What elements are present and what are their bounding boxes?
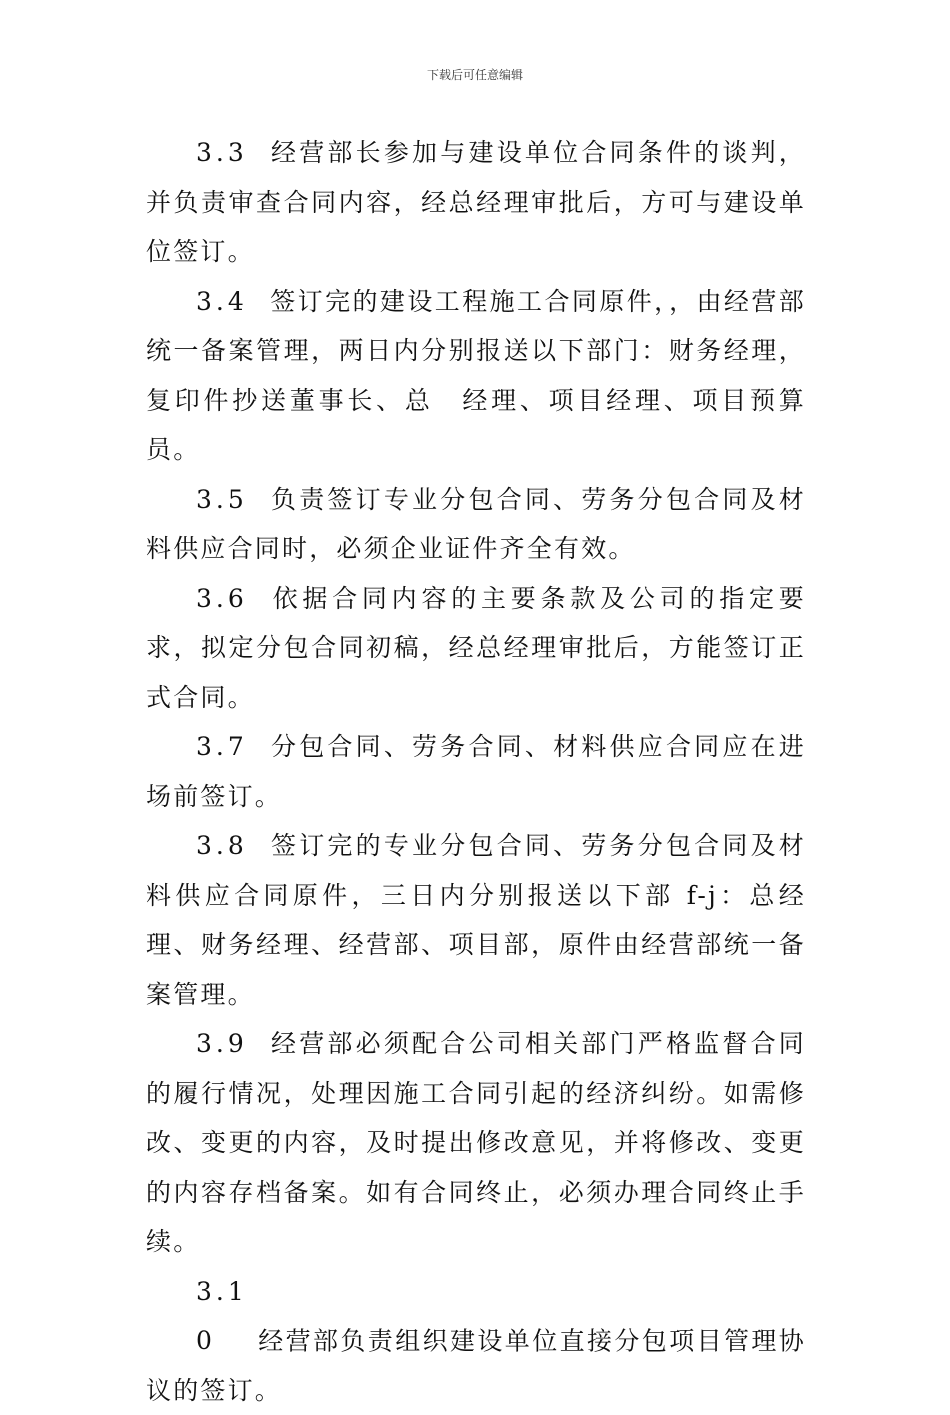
clause-text: 签订完的专业分包合同、劳务分包合同及材料供应合同原件，三日内分别报送以下部 f-j：总经理、财务经理、经营部、项目部，原件由经营部统一备案管理。 bbox=[146, 831, 806, 1009]
clause-number: 3.10 bbox=[196, 1267, 258, 1366]
clause-text: 经营部负责组织建设单位直接分包项目管理协议的签订。 bbox=[146, 1326, 806, 1405]
clause-text: 经营部必须配合公司相关部门严格监督合同的履行情况，处理因施工合同引起的经济纠纷。如需修改、变更的内容，及时提出修改意见，并将修改、变更的内容存档备案。如有合同终止，必须办理合同终止手续。 bbox=[146, 1029, 806, 1256]
clause-text: 经营部长参加与建设单位合同条件的谈判，并负责审查合同内容，经总经理审批后，方可与建设单位签订。 bbox=[146, 138, 806, 266]
clause-number: 3.4 bbox=[196, 277, 270, 327]
clause-number: 3.7 bbox=[196, 722, 270, 772]
clause-text: 依据合同内容的主要条款及公司的指定要求，拟定分包合同初稿，经总经理审批后，方能签订正式合同。 bbox=[146, 584, 806, 712]
clause-number: 3.8 bbox=[196, 821, 270, 871]
clause-text: 签订完的建设工程施工合同原件，，由经营部统一备案管理，两日内分别报送以下部门：财务经理，复印件抄送董事长、总 经理、项目经理、项目预算员。 bbox=[146, 287, 806, 465]
clause-text: 分包合同、劳务合同、材料供应合同应在进场前签订。 bbox=[146, 732, 806, 811]
clause-number: 3.3 bbox=[196, 128, 270, 178]
clause-3-7 bbox=[146, 722, 806, 821]
clause-number: 3.5 bbox=[196, 475, 270, 525]
clause-3-3 bbox=[146, 128, 806, 277]
clause-3-8 bbox=[146, 821, 806, 1019]
clause-text: 负责签订专业分包合同、劳务分包合同及材料供应合同时，必须企业证件齐全有效。 bbox=[146, 485, 806, 564]
clause-3-4 bbox=[146, 277, 806, 475]
clause-number: 3.6 bbox=[196, 574, 270, 624]
page-header: 下载后可任意编辑 bbox=[0, 66, 950, 83]
document-body bbox=[146, 128, 806, 1415]
clause-3-5 bbox=[146, 475, 806, 574]
clause-3-9 bbox=[146, 1019, 806, 1267]
clause-3-10 bbox=[146, 1267, 806, 1415]
clause-number: 3.9 bbox=[196, 1019, 270, 1069]
clause-3-6 bbox=[146, 574, 806, 723]
